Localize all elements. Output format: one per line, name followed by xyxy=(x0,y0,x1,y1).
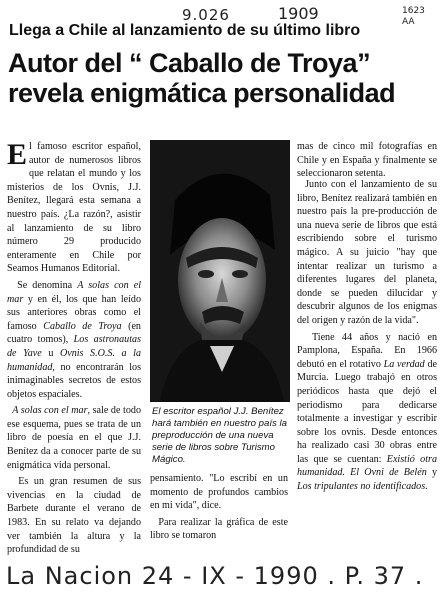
paragraph-text: de Murcia. Luego trabajó en otros periódicos hasta que dejó el periodismo para dedicarse totalmente a investigar y escribir sobre los ovnis. Desde entonces ha realizado casi 30 obras entre las que se cuentan: xyxy=(297,358,437,465)
book-title: Existió otra humanidad. El Ovni de Belén xyxy=(297,453,437,479)
paragraph-text: Tiene 44 años y nació en Pamplona, España. En 1966 debutó en el rotativo xyxy=(297,331,437,370)
paragraph-text: , sale de todo ese esquema, pues se trata de un libro de poesía en el que J.J. Benítez da a conocer parte de su enigmática vida personal. xyxy=(7,405,141,471)
newspaper-title: La verdad xyxy=(383,358,425,370)
paragraph xyxy=(297,331,437,494)
paragraph: pensamiento. "Lo escribí en un momento de profundos cambios en mi vida", dice. xyxy=(150,473,288,512)
headline-line-2: revela enigmática personalidad xyxy=(8,78,396,108)
book-title: A solas con el mar xyxy=(7,279,141,305)
paragraph-text: Para realizar la gráfica de este libro se tomaron xyxy=(150,516,289,542)
paragraph-text: y en él, los que han leído sus anteriores obras como el famoso xyxy=(7,293,141,332)
book-title: A solas con el mar xyxy=(12,405,88,417)
paragraph-text: Es un gran resumen de sus vivencias en la ciudad de Barbete durante el verano de 1983. En su relato va dejando ver también la altura y la profundidad de su xyxy=(7,476,141,556)
headline-line-1: Autor del “ Caballo de Troya” xyxy=(8,48,371,78)
paragraph-text: . xyxy=(425,481,428,493)
paragraph xyxy=(7,140,141,276)
paragraph xyxy=(297,178,437,328)
handwritten-source-note: La Nacion 24 - IX - 1990 . P. 37 . xyxy=(6,562,424,590)
paragraph-text: u xyxy=(41,347,60,359)
article-column-1 xyxy=(7,140,141,560)
paragraph-text: (en cuatro tomos), xyxy=(7,320,141,346)
paragraph-text: Junto con el lanzamiento de su libro, Benítez realizará también en nuestro país la pre-producción de una nueva serie de libros que está escribiendo sobre el turismo mágico. A su juicio "hay que intentar realizar un turismo a diferentes lugares del planeta, donde se pueden dilucidar y descubrir algunos de los enigmas del origen y razón de la vida". xyxy=(297,179,437,326)
author-photo xyxy=(150,140,290,402)
paragraph-text: , no encontrarán los inimaginables secretos de estos objetos espaciales. xyxy=(7,361,141,400)
article-headline xyxy=(8,48,438,108)
book-title: Los tripulantes no identificados xyxy=(297,481,426,493)
paragraph-text: l famoso escritor español, autor de numerosos libros que relatan el mundo y los misterios de los Ovnis, J.J. Benítez, llegará esta semana a nuestro país. ¿La razón?, asistir al lanzamiento de su libro número 29 producido enteramente en Chile por Seamos Humanos Editorial. xyxy=(7,141,141,275)
paragraph xyxy=(7,279,141,401)
paragraph xyxy=(7,475,141,557)
handwritten-archive-number: 9.026 xyxy=(182,6,230,24)
article-column-3 xyxy=(297,178,437,497)
photo-caption: El escritor español J.J. Benítez hará también en nuestro país la preproducción de una nueva serie de libros sobre Turismo Mágico. xyxy=(152,406,287,465)
author-portrait-image xyxy=(150,140,290,402)
book-title: Ovnis S.O.S. a la humanidad xyxy=(7,347,141,373)
article-kicker: Llega a Chile al lanzamiento de su último libro xyxy=(9,22,361,39)
paragraph xyxy=(150,516,288,543)
book-title: Caballo de Troya xyxy=(43,320,122,332)
paragraph-text: y xyxy=(426,467,437,479)
handwritten-code: 1623 AA xyxy=(402,6,425,27)
paragraph-text: Se denomina xyxy=(17,279,78,291)
book-title: Los astronautas de Yave xyxy=(7,334,141,359)
handwritten-number: 1909 xyxy=(278,4,319,23)
article-column-2 xyxy=(150,472,288,546)
paragraph xyxy=(7,404,141,472)
paragraph: mas de cinco mil fotografías en Chile y en España y finalmente se seleccionaron setenta. xyxy=(297,141,437,180)
drop-cap: E xyxy=(7,138,28,171)
